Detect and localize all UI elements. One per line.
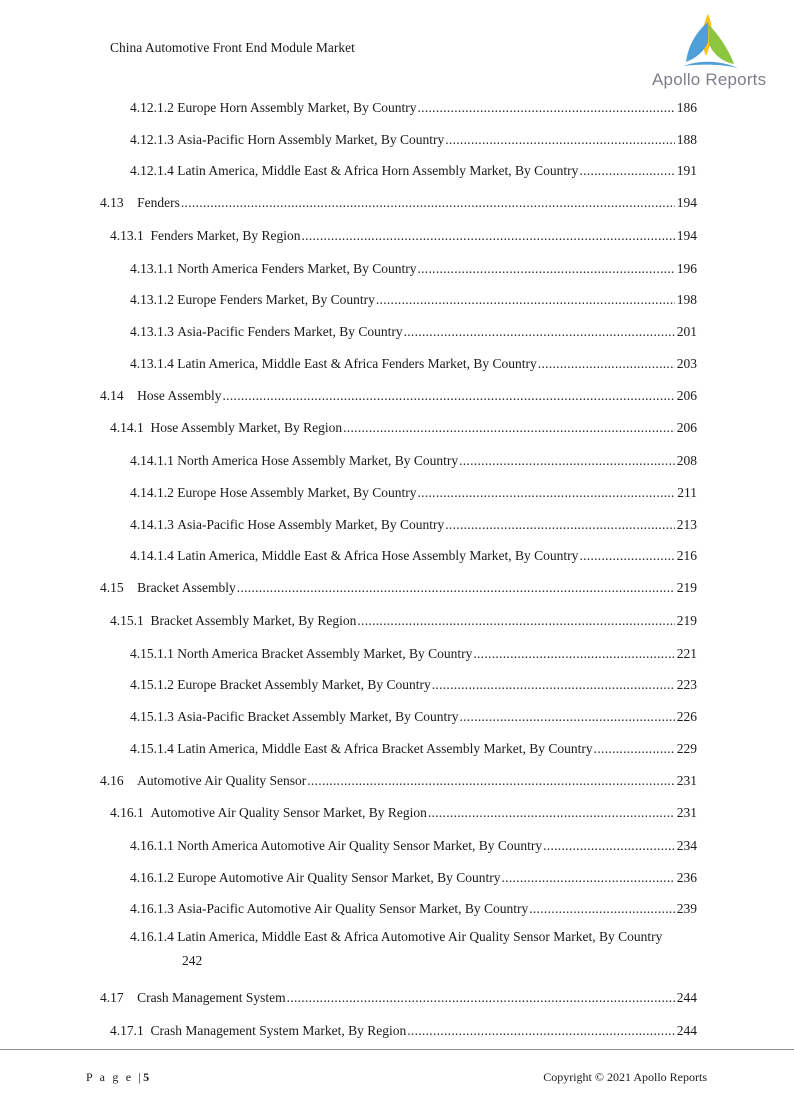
toc-entry-page: 194 xyxy=(676,228,697,243)
toc-dot-leader xyxy=(376,292,675,308)
toc-entry-title: Bracket Assembly Market, By Region xyxy=(150,613,357,628)
toc-entry-page: 191 xyxy=(676,163,697,178)
toc-dot-leader xyxy=(407,1023,675,1039)
toc-entry-number: 4.12.1.4 xyxy=(130,163,174,178)
toc-entry-page: 229 xyxy=(676,741,697,756)
toc-entry[interactable] xyxy=(100,990,697,1006)
toc-entry-title: Europe Automotive Air Quality Sensor Market, By Country xyxy=(177,870,501,885)
toc-entry-number: 4.16.1.4 xyxy=(130,929,174,944)
toc-entry-number: 4.13 xyxy=(100,195,124,210)
toc-dot-leader xyxy=(287,990,675,1006)
toc-dot-leader xyxy=(445,132,675,148)
toc-entry[interactable] xyxy=(130,261,697,277)
toc-entry-title: Fenders Market, By Region xyxy=(150,228,301,243)
toc-entry-number: 4.14.1.4 xyxy=(130,548,174,563)
toc-entry[interactable] xyxy=(130,453,697,469)
toc-entry-title: Europe Hose Assembly Market, By Country xyxy=(177,485,417,500)
toc-entry-gap xyxy=(144,805,151,821)
toc-entry-page: 219 xyxy=(676,580,697,595)
toc-dot-leader xyxy=(432,677,675,693)
toc-entry-number: 4.14.1.3 xyxy=(130,517,174,532)
toc-entry-number: 4.14 xyxy=(100,388,124,403)
toc-entry[interactable] xyxy=(130,709,697,725)
toc-entry-page: 208 xyxy=(676,453,697,468)
toc-dot-leader xyxy=(223,388,675,404)
toc-entry-gap xyxy=(144,613,151,629)
toc-entry-number: 4.15.1.1 xyxy=(130,646,174,661)
toc-entry-page: 188 xyxy=(676,132,697,147)
toc-entry-title: North America Hose Assembly Market, By Country xyxy=(177,453,459,468)
toc-entry-gap xyxy=(144,420,151,436)
toc-entry-title: Fenders xyxy=(137,195,180,210)
toc-entry-page: 186 xyxy=(676,100,697,115)
toc-entry[interactable] xyxy=(130,870,697,886)
toc-entry-title: Latin America, Middle East & Africa Bracket Assembly Market, By Country xyxy=(177,741,593,756)
toc-entry-page: 234 xyxy=(676,838,697,853)
toc-entry-title: Bracket Assembly xyxy=(137,580,236,595)
toc-entry-title: Asia-Pacific Bracket Assembly Market, By Country xyxy=(177,709,459,724)
toc-entry[interactable] xyxy=(130,100,697,116)
toc-dot-leader xyxy=(237,580,675,596)
page-number-label: P a g e |5 xyxy=(86,1070,150,1084)
toc-entry[interactable] xyxy=(110,1023,697,1039)
copyright-notice: Copyright © 2021 Apollo Reports xyxy=(543,1070,707,1084)
toc-entry-gap xyxy=(124,773,138,789)
toc-entry[interactable] xyxy=(130,517,697,533)
toc-entry-number: 4.13.1.3 xyxy=(130,324,174,339)
toc-entry-title: Europe Bracket Assembly Market, By Country xyxy=(177,677,431,692)
toc-entry-title: Automotive Air Quality Sensor Market, By Region xyxy=(150,805,427,820)
toc-entry[interactable] xyxy=(130,677,697,693)
toc-entry-page: 236 xyxy=(676,870,697,885)
toc-entry[interactable] xyxy=(130,925,710,973)
toc-entry[interactable] xyxy=(110,420,697,436)
toc-entry-number: 4.13.1.1 xyxy=(130,261,174,276)
toc-entry[interactable] xyxy=(130,646,697,662)
toc-entry-number: 4.16 xyxy=(100,773,124,788)
toc-dot-leader xyxy=(417,485,675,501)
toc-entry-page: 226 xyxy=(676,709,697,724)
footer-divider xyxy=(0,1049,794,1050)
toc-entry-page: 221 xyxy=(676,646,697,661)
toc-entry-page: 206 xyxy=(676,388,697,403)
toc-dot-leader xyxy=(501,870,674,886)
toc-entry-number: 4.17 xyxy=(100,990,124,1005)
toc-dot-leader xyxy=(343,420,675,436)
toc-entry-title: Hose Assembly xyxy=(137,388,222,403)
toc-entry-title: Asia-Pacific Horn Assembly Market, By Country xyxy=(177,132,445,147)
toc-entry[interactable] xyxy=(130,292,697,308)
toc-dot-leader xyxy=(417,100,674,116)
toc-entry-number: 4.15.1.4 xyxy=(130,741,174,756)
toc-entry-gap xyxy=(124,388,138,404)
toc-entry-title: Crash Management System xyxy=(137,990,286,1005)
toc-entry-number: 4.14.1 xyxy=(110,420,144,435)
toc-dot-leader xyxy=(459,453,675,469)
toc-entry[interactable] xyxy=(130,838,697,854)
page-label: P a g e xyxy=(86,1070,134,1084)
toc-entry-number: 4.16.1.1 xyxy=(130,838,174,853)
toc-entry[interactable] xyxy=(110,613,697,629)
toc-entry-title: Automotive Air Quality Sensor xyxy=(137,773,307,788)
toc-entry-page: 244 xyxy=(676,1023,697,1038)
toc-entry-title: Crash Management System Market, By Region xyxy=(150,1023,407,1038)
toc-entry-title: North America Bracket Assembly Market, By Country xyxy=(177,646,473,661)
toc-entry-page: 211 xyxy=(677,485,697,500)
toc-entry-page: 206 xyxy=(676,420,697,435)
toc-entry-number: 4.13.1 xyxy=(110,228,144,243)
toc-entry[interactable] xyxy=(100,195,697,211)
toc-entry-number: 4.15.1 xyxy=(110,613,144,628)
toc-entry-page: 242 xyxy=(182,953,203,968)
toc-entry-title: Asia-Pacific Hose Assembly Market, By Country xyxy=(177,517,445,532)
logo-text: Apollo Reports xyxy=(652,70,767,89)
toc-entry[interactable] xyxy=(100,773,697,789)
toc-entry-title: Latin America, Middle East & Africa Hose Assembly Market, By Country xyxy=(177,548,579,563)
toc-entry[interactable] xyxy=(110,228,697,244)
toc-entry-number: 4.15 xyxy=(100,580,124,595)
toc-entry-number: 4.14.1.1 xyxy=(130,453,174,468)
toc-entry-page: 223 xyxy=(676,677,697,692)
toc-entry-page: 213 xyxy=(676,517,697,532)
toc-entry-page: 231 xyxy=(676,805,697,820)
toc-entry[interactable] xyxy=(130,901,697,917)
toc-entry-page: 239 xyxy=(676,901,697,916)
toc-entry-number: 4.12.1.3 xyxy=(130,132,174,147)
toc-entry-number: 4.17.1 xyxy=(110,1023,144,1038)
toc-dot-leader xyxy=(459,709,674,725)
toc-entry-number: 4.16.1.2 xyxy=(130,870,174,885)
toc-entry-page: 201 xyxy=(676,324,697,339)
toc-entry-title: North America Fenders Market, By Country xyxy=(177,261,417,276)
toc-dot-leader xyxy=(579,163,674,179)
document-title: China Automotive Front End Module Market xyxy=(110,40,355,55)
toc-dot-leader xyxy=(404,324,675,340)
toc-entry-gap xyxy=(124,195,138,211)
toc-entry-gap xyxy=(144,228,151,244)
toc-entry-gap xyxy=(144,1023,151,1039)
toc-entry-page: 198 xyxy=(676,292,697,307)
toc-entry-page: 216 xyxy=(676,548,697,563)
toc-dot-leader xyxy=(473,646,674,662)
toc-dot-leader xyxy=(181,195,675,211)
toc-dot-leader xyxy=(301,228,674,244)
toc-entry-number: 4.15.1.2 xyxy=(130,677,174,692)
toc-entry-page: 231 xyxy=(676,773,697,788)
toc-entry-page: 203 xyxy=(676,356,697,371)
toc-entry-gap xyxy=(124,580,138,596)
toc-entry-title: Latin America, Middle East & Africa Fenders Market, By Country xyxy=(177,356,537,371)
toc-entry[interactable] xyxy=(100,580,697,596)
toc-entry-page: 196 xyxy=(676,261,697,276)
toc-entry-title: Asia-Pacific Fenders Market, By Country xyxy=(177,324,403,339)
page-number: 5 xyxy=(143,1070,150,1084)
toc-entry-title: Europe Fenders Market, By Country xyxy=(177,292,375,307)
toc-dot-leader xyxy=(543,838,675,854)
toc-dot-leader xyxy=(307,773,675,789)
toc-dot-leader xyxy=(428,805,675,821)
toc-entry-title: North America Automotive Air Quality Sensor Market, By Country xyxy=(177,838,543,853)
toc-entry-number: 4.13.1.4 xyxy=(130,356,174,371)
toc-entry-gap xyxy=(124,990,138,1006)
toc-entry-number: 4.12.1.2 xyxy=(130,100,174,115)
toc-entry[interactable] xyxy=(130,485,697,501)
toc-entry-number: 4.16.1.3 xyxy=(130,901,174,916)
toc-entry-title: Europe Horn Assembly Market, By Country xyxy=(177,100,417,115)
toc-dot-leader xyxy=(445,517,675,533)
toc-entry[interactable] xyxy=(110,805,697,821)
toc-entry-page: 244 xyxy=(676,990,697,1005)
toc-entry-number: 4.16.1 xyxy=(110,805,144,820)
toc-dot-leader xyxy=(594,741,675,757)
toc-entry-page: 219 xyxy=(676,613,697,628)
toc-entry-title: Hose Assembly Market, By Region xyxy=(150,420,343,435)
toc-entry[interactable] xyxy=(130,741,697,757)
toc-entry[interactable] xyxy=(130,356,697,372)
toc-entry[interactable] xyxy=(100,388,697,404)
toc-entry-page: 194 xyxy=(676,195,697,210)
toc-entry[interactable] xyxy=(130,324,697,340)
toc-entry-number: 4.15.1.3 xyxy=(130,709,174,724)
toc-entry[interactable] xyxy=(130,163,697,179)
toc-dot-leader xyxy=(579,548,674,564)
toc-dot-leader xyxy=(538,356,675,372)
toc-dot-leader xyxy=(357,613,674,629)
toc-entry-number: 4.13.1.2 xyxy=(130,292,174,307)
toc-dot-leader xyxy=(417,261,674,277)
toc-dot-leader xyxy=(529,901,675,917)
toc-entry-title: Latin America, Middle East & Africa Horn Assembly Market, By Country xyxy=(177,163,579,178)
toc-entry[interactable] xyxy=(130,132,697,148)
toc-entry-title: Latin America, Middle East & Africa Automotive Air Quality Sensor Market, By Country xyxy=(177,929,663,944)
toc-entry-number: 4.14.1.2 xyxy=(130,485,174,500)
toc-entry-title: Asia-Pacific Automotive Air Quality Sensor Market, By Country xyxy=(177,901,529,916)
toc-entry[interactable] xyxy=(130,548,697,564)
